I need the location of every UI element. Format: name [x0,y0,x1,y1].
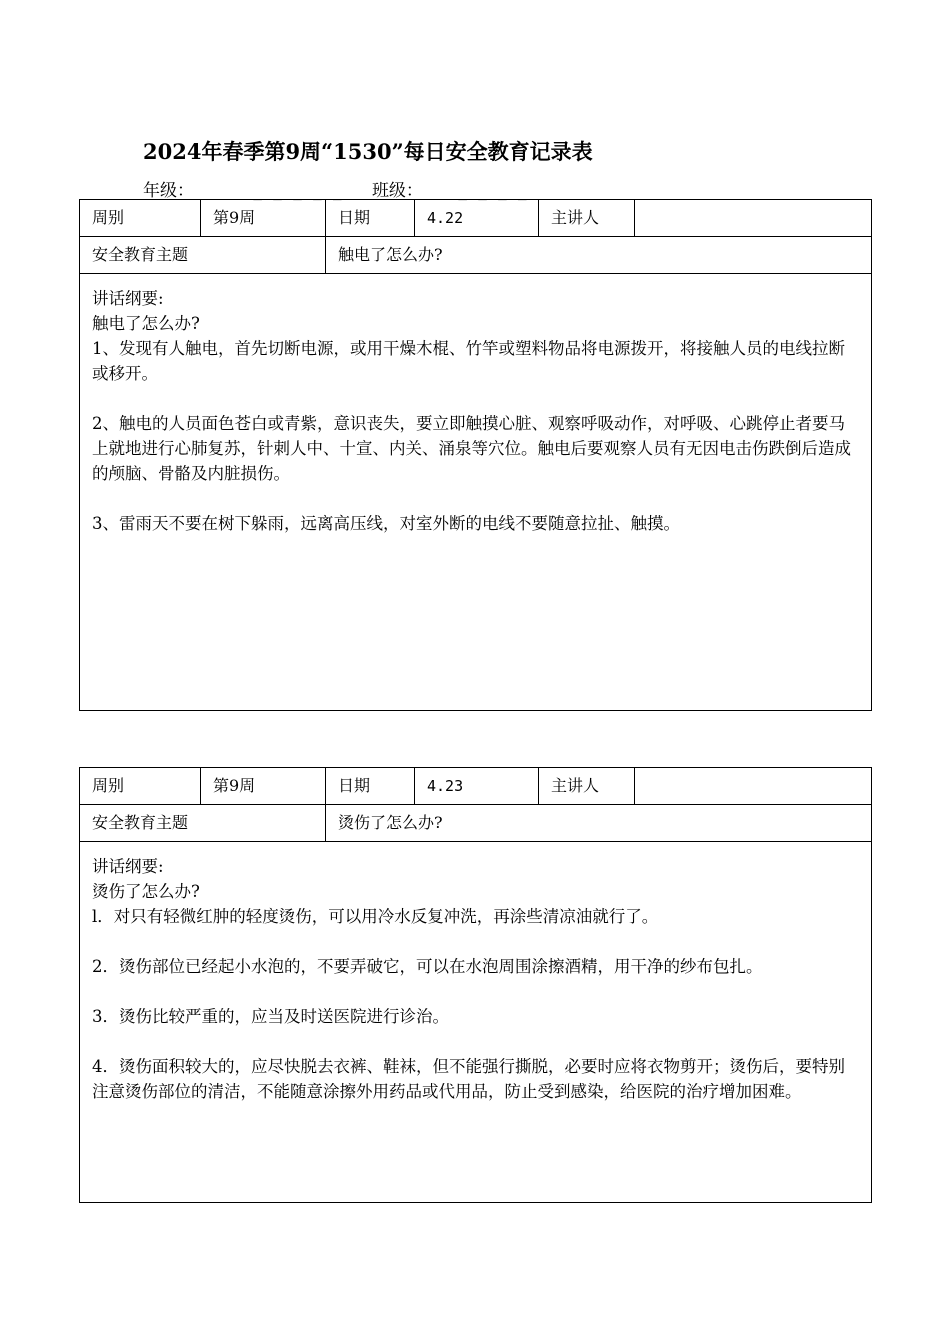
class-label: 班级： [371,181,423,201]
record-table-2 [79,767,872,1203]
date-label: 日期 [326,200,415,237]
date-value: 4.22 [415,200,539,237]
record-table-1 [79,199,872,711]
class-blank: _ _ _ _ [458,181,530,201]
outline-paragraph: 2．烫伤部位已经起小水泡的，不要弄破它，可以在水泡周围涂擦酒精，用干净的纱布包扎。 [92,957,763,976]
outline-paragraph: 4．烫伤面积较大的，应尽快脱去衣裤、鞋袜，但不能强行撕脱，必要时应将衣物剪开；烫伤后，要特别注意烫伤部位的清洁，不能随意涂擦外用药品或代用品，防止受到感染，给医院的治疗增加困难。 [92,1057,845,1101]
week-label: 周别 [80,200,201,237]
topic-value: 触电了怎么办? [326,237,872,274]
outline-paragraph: 2、触电的人员面色苍白或青紫，意识丧失，要立即触摸心脏、观察呼吸动作，对呼吸、心跳停止者要马上就地进行心肺复苏，针刺人中、十宣、内关、涌泉等穴位。触电后要观察人员有无因电击伤跌倒后造成的颅脑、骨骼及内脏损伤。 [92,414,851,483]
outline-title: 烫伤了怎么办? [92,882,200,901]
outline-paragraph: 3．烫伤比较严重的，应当及时送医院进行诊治。 [92,1007,449,1026]
topic-row [80,805,872,842]
topic-label: 安全教育主题 [80,237,326,274]
grade-class-line [143,176,530,201]
outline-content [80,842,872,1203]
date-value: 4.23 [415,768,539,805]
speaker-value [635,768,872,805]
outline-paragraph: 3、雷雨天不要在树下躲雨，远离高压线，对室外断的电线不要随意拉扯、触摸。 [92,514,680,533]
outline-paragraph: l．对只有轻微红肿的轻度烫伤，可以用冷水反复冲洗，再涂些清凉油就行了。 [92,907,659,926]
grade-label: 年级： [143,181,194,201]
page-title: 2024年春季第9周“1530”每日安全教育记录表 [143,139,593,164]
outline-label: 讲话纲要: [92,857,164,876]
week-label: 周别 [80,768,201,805]
outline-label: 讲话纲要: [92,289,164,308]
outline-paragraph: 1、发现有人触电，首先切断电源，或用干燥木棍、竹竿或塑料物品将电源拨开，将接触人员的电线拉断或移开。 [92,339,845,383]
record-header-row [80,200,872,237]
outline-title: 触电了怎么办? [92,314,200,333]
outline-content [80,274,872,711]
speaker-label: 主讲人 [539,768,635,805]
grade-blank: _ _ _ _ _ [253,181,345,201]
topic-value: 烫伤了怎么办? [326,805,872,842]
week-value: 第9周 [201,200,326,237]
outline-row [80,274,872,711]
record-header-row [80,768,872,805]
week-value: 第9周 [201,768,326,805]
topic-label: 安全教育主题 [80,805,326,842]
speaker-label: 主讲人 [539,200,635,237]
topic-row [80,237,872,274]
date-label: 日期 [326,768,415,805]
outline-row [80,842,872,1203]
speaker-value [635,200,872,237]
